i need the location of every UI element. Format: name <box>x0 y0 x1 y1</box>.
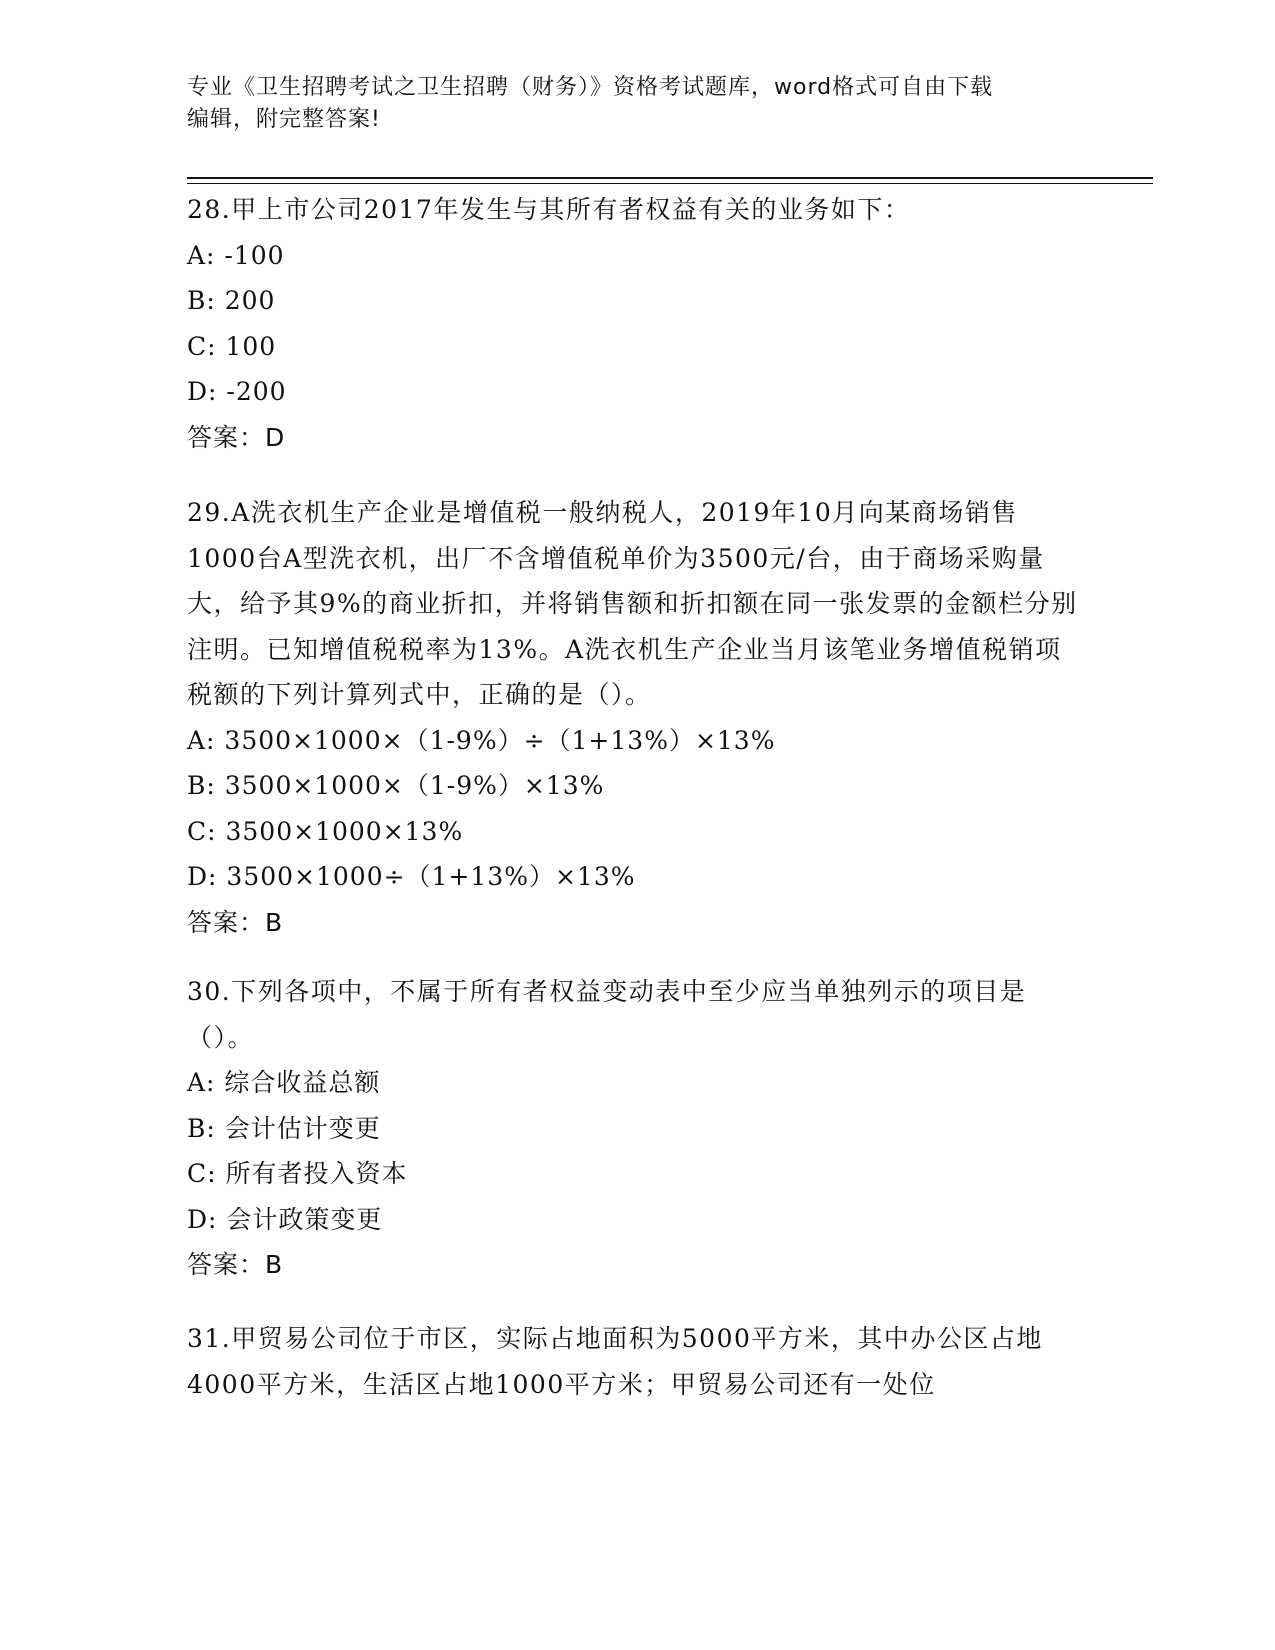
answer-label: 答案：B <box>187 907 284 937</box>
header-divider-thin <box>187 183 1153 184</box>
option-c: C: 100 <box>187 331 277 361</box>
option-c: C: 3500×1000×13% <box>187 816 464 846</box>
question-30 <box>187 969 1087 1288</box>
option-a: A: 综合收益总额 <box>187 1068 381 1097</box>
option-d: D: 会计政策变更 <box>187 1204 383 1234</box>
option-a: A: 3500×1000×（1-9%）÷（1+13%）×13% <box>187 725 776 755</box>
question-28 <box>187 187 1087 460</box>
header-divider-thick <box>187 177 1153 179</box>
option-b: B: 200 <box>187 286 276 315</box>
document-header <box>187 72 1087 136</box>
option-c: C: 所有者投入资本 <box>187 1159 408 1188</box>
question-stem: 30.下列各项中，不属于所有者权益变动表中至少应当单独列示的项目是（）。 <box>187 977 1027 1052</box>
option-d: D: 3500×1000÷（1+13%）×13% <box>187 862 636 891</box>
answer-label: 答案：B <box>187 1250 284 1279</box>
question-stem: 31.甲贸易公司位于市区，实际占地面积为5000平方米，其中办公区占地4000平方米，生活区占地1000平方米；甲贸易公司还有一处位 <box>187 1324 1043 1399</box>
option-b: B: 会计估计变更 <box>187 1113 381 1143</box>
question-stem: 29.A洗衣机生产企业是增值税一般纳税人，2019年10月向某商场销售1000台A型洗衣机，出厂不含增值税单价为3500元/台，由于商场采购量大，给予其9%的商业折扣，并将销售额和折扣额在同一张发票的金额栏分别注明。已知增值税税率为13%。A洗衣机生产企业当月该笔业务增值税销项税额的下列计算列式中，正确的是（）。 <box>187 498 1078 709</box>
option-a: A: -100 <box>187 240 285 270</box>
question-stem: 28.甲上市公司2017年发生与其所有者权益有关的业务如下： <box>187 195 911 224</box>
option-d: D: -200 <box>187 377 287 406</box>
answer-label: 答案：D <box>187 422 286 452</box>
header-line-2: 编辑，附完整答案! <box>187 107 381 132</box>
question-31 <box>187 1316 1087 1407</box>
option-b: B: 3500×1000×（1-9%）×13% <box>187 771 605 800</box>
header-line-1: 专业《卫生招聘考试之卫生招聘（财务）》资格考试题库，word格式可自由下载 <box>187 75 994 100</box>
question-29 <box>187 490 1087 945</box>
